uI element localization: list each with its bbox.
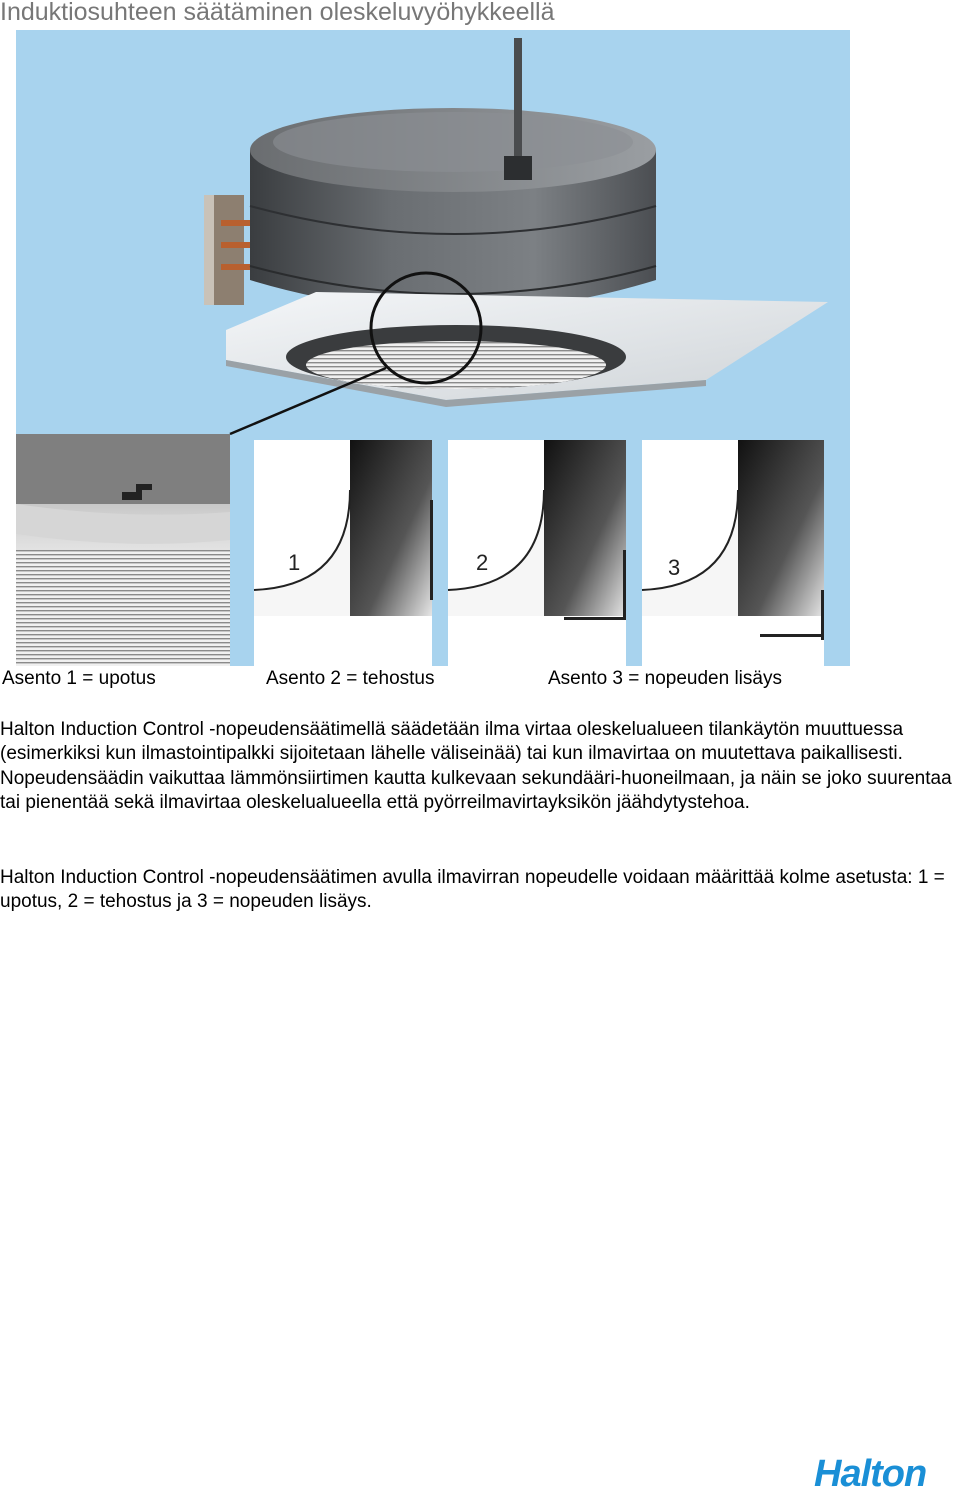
body-text-2: [0, 866, 958, 915]
position-label-1: 1: [288, 550, 301, 575]
caption-position-3: Asento 3 = nopeuden lisäys: [548, 668, 782, 689]
paragraph-2: Halton Induction Control -nopeudensäätimen avulla ilmavirran nopeudelle voidaan määrittää kolme asetusta: 1 = upotus, 2 = tehostus ja 3 = nopeuden lisäys.: [0, 867, 945, 913]
position-panel-1: [254, 440, 433, 666]
product-figure: [16, 30, 850, 666]
halton-logo: Halton: [814, 1453, 927, 1495]
paragraph-1: Halton Induction Control -nopeudensäätimellä säädetään ilma virtaa oleskelualueen tilankäytön muuttuessa (esimerkiksi kun ilmastointipalkki sijoitetaan lähelle väliseinää) tai kun ilmavirtaa on muutettava paikallisesti. Nopeudensäädin vaikuttaa lämmönsiirtimen kautta kulkevaan sekundääri-huoneilmaan, ja näin se joko suurentaa tai pienentää sekä ilmavirtaa oleskelualueella että pyörreilmavirtayksikön jäähdytystehoa.: [0, 719, 952, 813]
closeup-image: [16, 434, 230, 666]
position-label-2: 2: [476, 550, 489, 575]
caption-position-2: Asento 2 = tehostus: [266, 668, 435, 689]
duct-connection: [204, 195, 253, 305]
position-label-3: 3: [668, 555, 681, 580]
body-text: [0, 718, 958, 815]
position-panel-3: [642, 440, 824, 666]
diffuser-drum: [250, 38, 656, 311]
position-panel-2: [448, 440, 626, 666]
page-title: Induktiosuhteen säätäminen oleskeluvyöhykkeellä: [0, 0, 555, 26]
ceiling-panel: [226, 292, 828, 407]
caption-position-1: Asento 1 = upotus: [2, 668, 156, 689]
